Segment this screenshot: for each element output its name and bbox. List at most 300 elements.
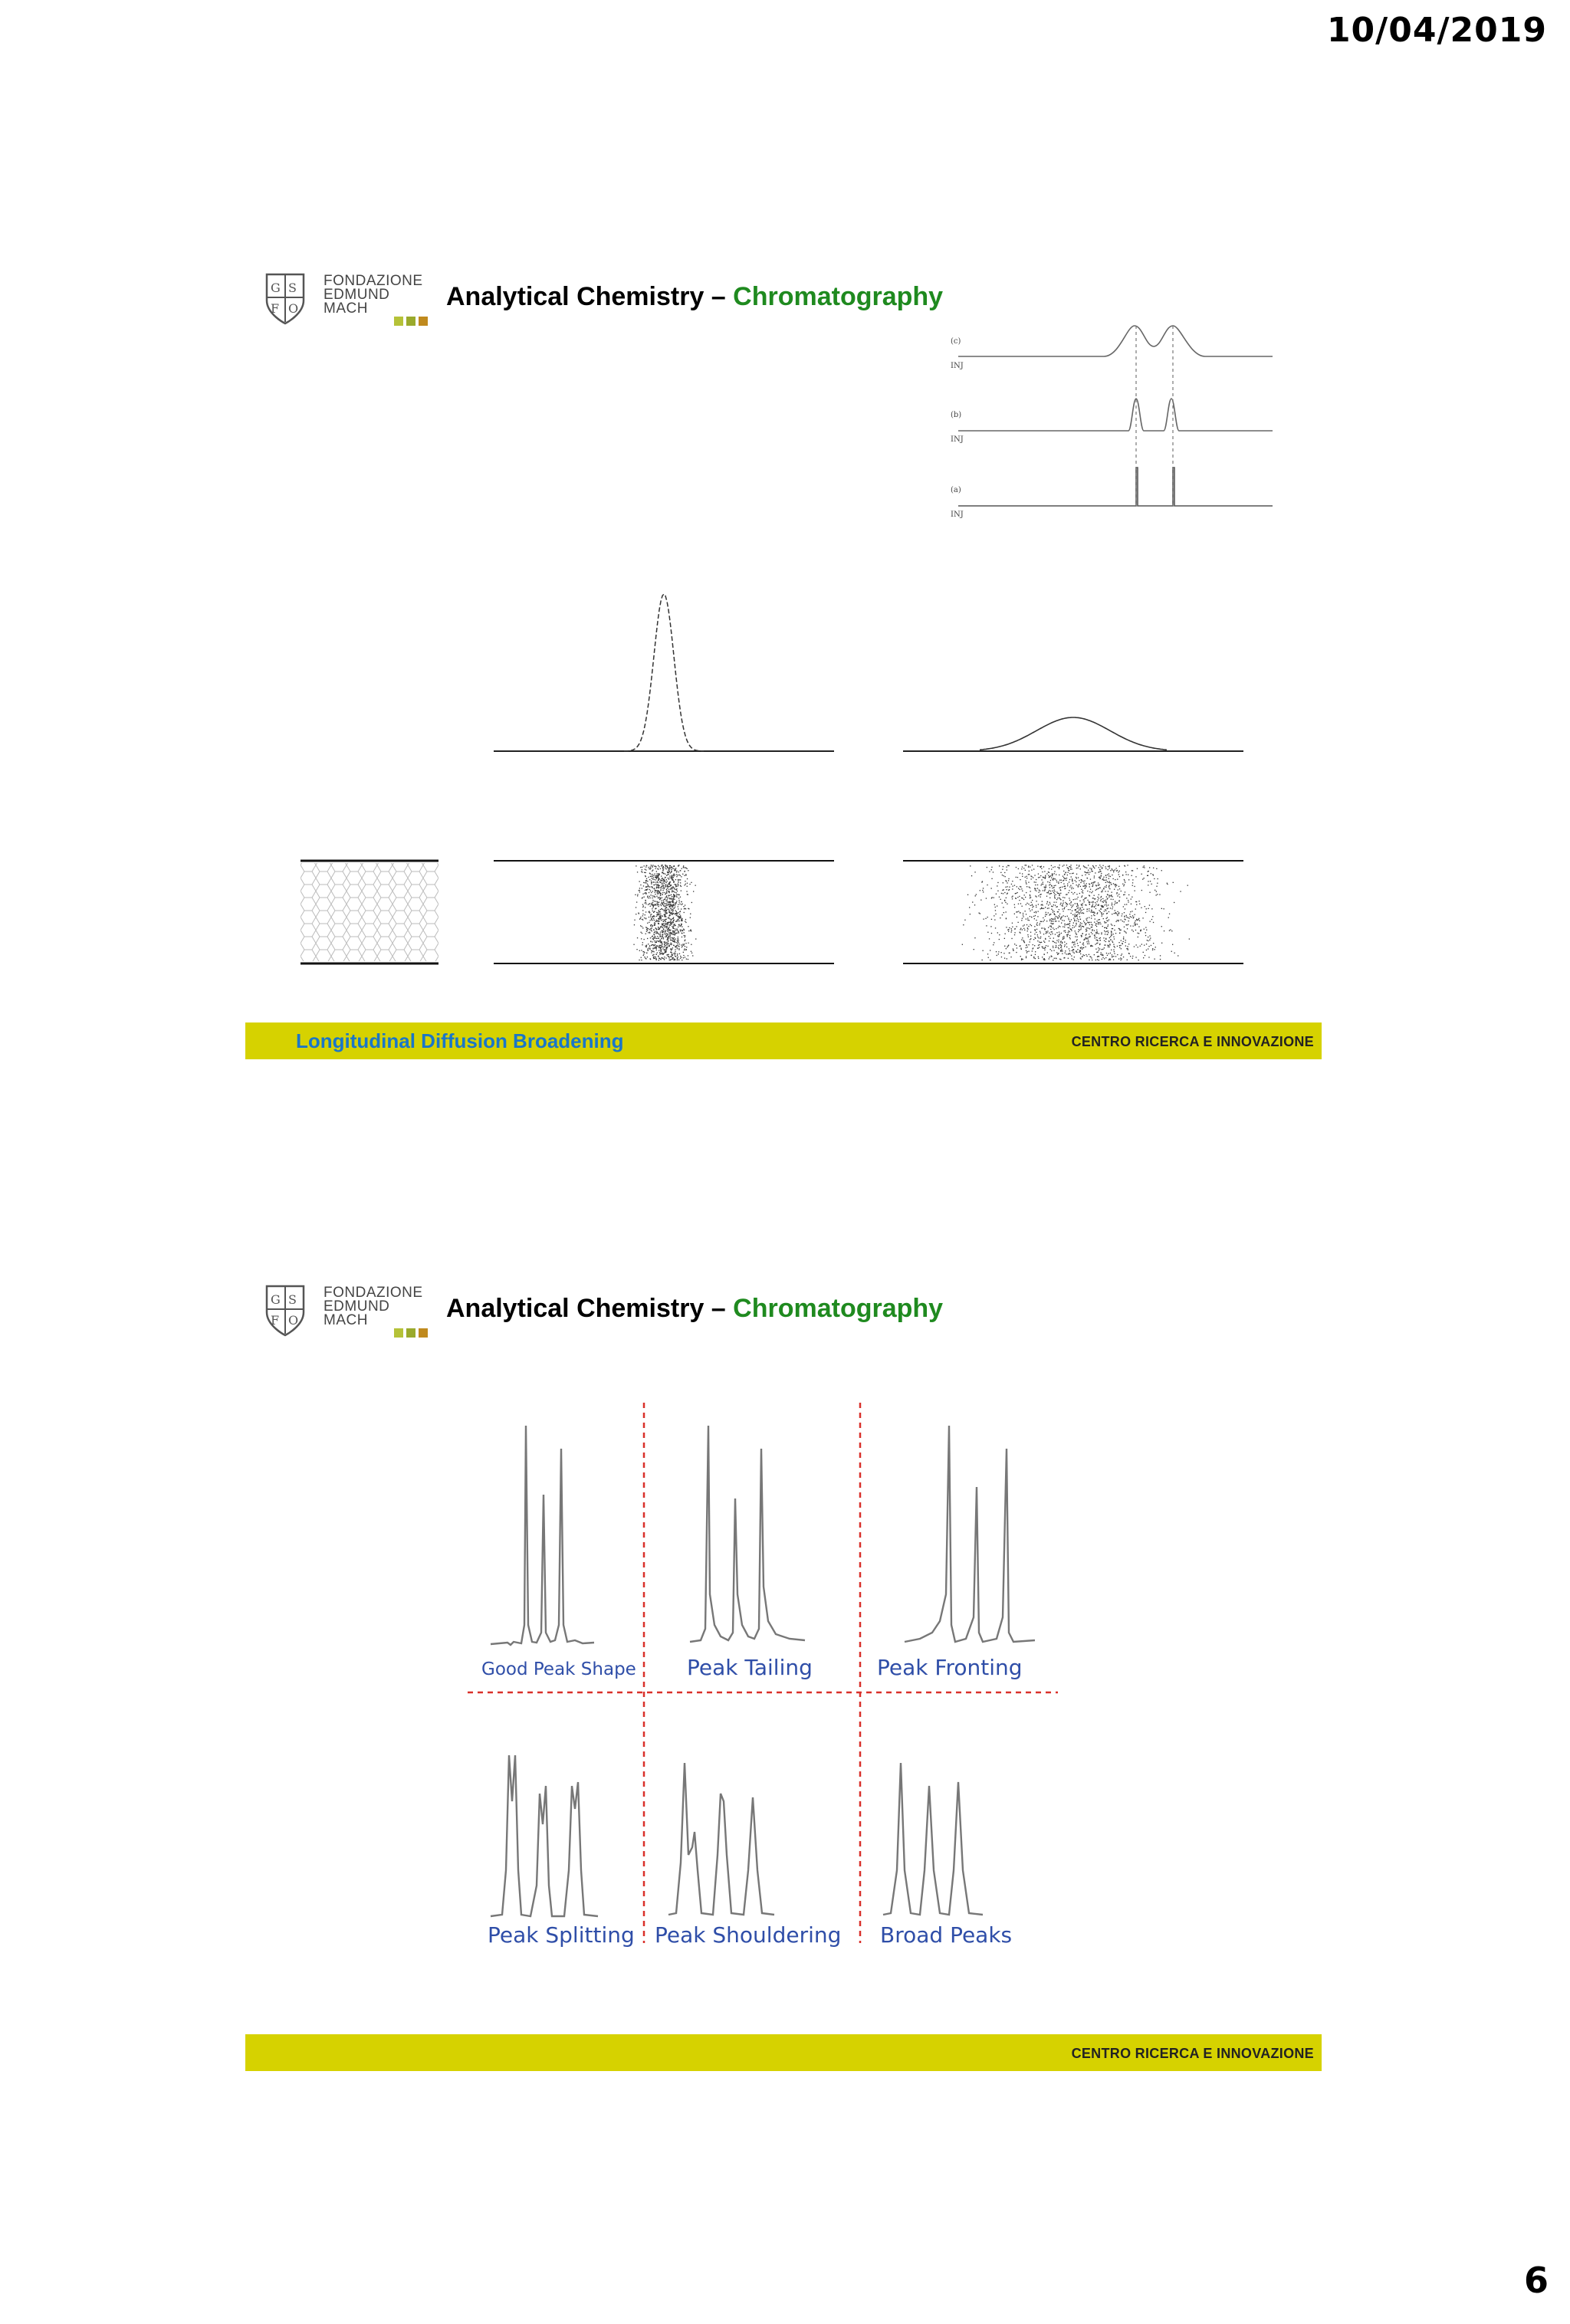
band-particle (1092, 865, 1093, 866)
band-particle (1053, 892, 1054, 893)
band-particle (1084, 898, 1085, 899)
band-particle (994, 919, 995, 920)
label-inj-a: INJ (951, 510, 964, 519)
band-particle (1003, 912, 1004, 913)
band-particle (1132, 870, 1133, 871)
band-particle (655, 884, 656, 885)
band-particle (674, 899, 675, 900)
band-particle (1051, 950, 1052, 951)
band-particle (1069, 935, 1070, 936)
band-particle (1118, 920, 1119, 921)
band-particle (1130, 911, 1131, 912)
band-particle (1094, 954, 1095, 955)
band-particle (1051, 956, 1052, 957)
band-particle (1079, 893, 1080, 894)
band-particle (1154, 949, 1155, 950)
band-particle (673, 913, 674, 914)
band-particle (1120, 957, 1121, 958)
band-particle (690, 917, 691, 918)
band-particle (1049, 926, 1050, 927)
band-particle (1126, 924, 1127, 925)
band-particle (1116, 871, 1117, 872)
band-particle (657, 901, 658, 902)
band-particle (642, 927, 643, 928)
band-particle (1075, 880, 1076, 881)
band-particle (1040, 921, 1041, 922)
band-particle (1117, 892, 1118, 893)
band-particle (1054, 902, 1055, 903)
band-particle (1081, 897, 1082, 898)
band-particle (1147, 875, 1148, 876)
band-particle (1059, 926, 1060, 927)
band-particle (662, 927, 663, 928)
band-particle (1043, 908, 1044, 909)
band-particle (685, 874, 686, 875)
band-particle (1104, 958, 1105, 959)
band-particle (644, 893, 645, 894)
band-particle (1132, 958, 1133, 959)
band-particle (669, 906, 670, 907)
narrow-gaussian-curve (494, 590, 834, 766)
band-particle (657, 952, 658, 953)
band-particle (1033, 916, 1034, 917)
band-particle (1004, 892, 1005, 893)
band-particle (661, 902, 662, 903)
band-particle (1103, 877, 1104, 878)
band-particle (652, 900, 653, 901)
band-particle (672, 958, 673, 959)
band-particle (674, 895, 675, 896)
band-particle (666, 903, 667, 904)
band-particle (1059, 959, 1060, 960)
band-particle (1075, 936, 1076, 937)
band-particle (665, 924, 666, 925)
band-particle (1083, 883, 1084, 884)
band-particle (1076, 874, 1077, 875)
band-particle (1039, 924, 1040, 925)
band-particle (666, 904, 667, 905)
band-particle (1041, 942, 1042, 943)
band-particle (646, 927, 647, 928)
band-particle (677, 955, 678, 956)
band-particle (640, 925, 641, 926)
label-peak-tailing: Peak Tailing (687, 1655, 813, 1680)
band-particle (672, 940, 673, 941)
band-particle (1113, 870, 1114, 871)
band-particle (681, 904, 682, 905)
band-particle (680, 875, 681, 876)
peak-shape-grid (468, 1395, 1073, 1947)
good-peak-trace (491, 1426, 594, 1645)
band-particle (1065, 878, 1066, 879)
band-particle (657, 940, 658, 941)
band-particle (669, 884, 670, 885)
band-particle (1088, 927, 1089, 928)
band-particle (659, 899, 660, 900)
band-particle (659, 954, 660, 955)
band-particle (1031, 870, 1032, 871)
band-particle (674, 870, 675, 871)
band-particle (1076, 906, 1077, 907)
band-particle (1019, 900, 1020, 901)
band-particle (1107, 881, 1108, 882)
band-particle (684, 912, 685, 913)
band-particle (1053, 919, 1054, 920)
band-particle (678, 900, 679, 901)
band-particle (1038, 895, 1039, 896)
band-particle (677, 930, 678, 931)
band-particle (1064, 908, 1065, 909)
band-particle (1058, 883, 1059, 884)
band-particle (1004, 946, 1005, 947)
band-particle (1082, 886, 1083, 887)
band-particle (646, 953, 647, 954)
band-particle (1092, 946, 1093, 947)
band-particle (1007, 930, 1008, 931)
band-particle (1045, 889, 1046, 890)
band-particle (1060, 893, 1061, 894)
band-particle (1069, 950, 1070, 951)
band-particle (1100, 954, 1101, 955)
band-particle (1008, 880, 1009, 881)
band-particle (1062, 920, 1063, 921)
band-particle (1028, 865, 1029, 866)
band-particle (656, 876, 657, 877)
band-particle (661, 880, 662, 881)
band-particle (1026, 903, 1027, 904)
band-particle (675, 903, 676, 904)
band-particle (663, 868, 664, 869)
band-particle (1074, 919, 1075, 920)
band-particle (1057, 935, 1058, 936)
band-particle (1027, 917, 1028, 918)
band-particle (1102, 898, 1103, 899)
band-particle (1094, 875, 1095, 876)
band-particle (654, 874, 655, 875)
band-particle (1102, 879, 1103, 880)
band-particle (1054, 890, 1055, 891)
band-particle (1095, 932, 1096, 933)
band-particle (1101, 912, 1102, 913)
band-particle (983, 950, 984, 951)
band-particle (971, 875, 972, 876)
band-particle (667, 904, 668, 905)
band-particle (1067, 934, 1068, 935)
band-particle (1038, 937, 1039, 938)
band-particle (1152, 916, 1153, 917)
band-particle (1043, 927, 1044, 928)
band-particle (1121, 955, 1122, 956)
band-particle (1063, 936, 1064, 937)
band-particle (1041, 921, 1042, 922)
band-particle (1095, 949, 1096, 950)
band-particle (642, 910, 643, 911)
band-particle (1094, 895, 1095, 896)
band-particle (676, 874, 677, 875)
band-particle (675, 886, 676, 887)
band-particle (1007, 893, 1008, 894)
band-particle (658, 956, 659, 957)
band-particle (661, 882, 662, 883)
band-particle (676, 871, 677, 872)
band-particle (671, 944, 672, 945)
band-particle (1082, 954, 1083, 955)
band-particle (1099, 919, 1100, 920)
band-particle (1078, 877, 1079, 878)
band-particle (991, 919, 992, 920)
band-particle (674, 919, 675, 920)
band-particle (1073, 917, 1074, 918)
band-particle (656, 912, 657, 913)
band-particle (1026, 886, 1027, 887)
band-particle (1073, 873, 1074, 874)
band-particle (1082, 890, 1083, 891)
band-particle (1032, 950, 1033, 951)
band-particle (1063, 957, 1064, 958)
band-particle (1040, 942, 1041, 943)
band-particle (666, 895, 667, 896)
band-particle (1121, 940, 1122, 941)
band-particle (667, 934, 668, 935)
band-particle (1034, 912, 1035, 913)
band-particle (685, 908, 686, 909)
band-particle (676, 915, 677, 916)
band-particle (649, 879, 650, 880)
band-particle (1005, 880, 1006, 881)
band-particle (1071, 913, 1072, 914)
band-particle (1134, 946, 1135, 947)
band-particle (646, 929, 647, 930)
band-particle (1119, 876, 1120, 877)
band-particle (1085, 867, 1086, 868)
band-particle (995, 910, 996, 911)
band-particle (1150, 921, 1151, 922)
band-particle (1119, 888, 1120, 889)
band-particle (1051, 865, 1052, 866)
band-particle (1054, 911, 1055, 912)
band-particle (647, 888, 648, 889)
band-particle (1052, 886, 1053, 887)
band-particle (1106, 913, 1107, 914)
band-particle (672, 937, 673, 938)
band-particle (657, 904, 658, 905)
band-particle (999, 865, 1000, 866)
band-particle (650, 906, 651, 907)
band-particle (1073, 942, 1074, 943)
band-particle (1062, 916, 1063, 917)
band-particle (649, 887, 650, 888)
band-particle (1045, 947, 1046, 948)
band-particle (1144, 929, 1145, 930)
band-particle (1045, 939, 1046, 940)
band-particle (1018, 868, 1019, 869)
band-particle (1029, 871, 1030, 872)
band-particle (1051, 877, 1052, 878)
label-inj-b: INJ (951, 435, 964, 444)
band-particle (675, 884, 676, 885)
band-particle (1073, 944, 1074, 945)
band-particle (1036, 929, 1037, 930)
band-particle (1035, 888, 1036, 889)
band-particle (658, 882, 659, 883)
band-particle (1014, 932, 1015, 933)
band-particle (1069, 909, 1070, 910)
band-particle (1023, 928, 1024, 929)
band-particle (676, 889, 677, 890)
band-particle (1044, 920, 1045, 921)
band-particle (1009, 889, 1010, 890)
band-particle (649, 929, 650, 930)
band-particle (1079, 924, 1080, 925)
band-particle (666, 910, 667, 911)
band-particle (1057, 917, 1058, 918)
band-particle (1086, 920, 1087, 921)
band-particle (671, 894, 672, 895)
band-particle (1153, 943, 1154, 944)
band-particle (1094, 922, 1095, 923)
band-particle (674, 874, 675, 875)
band-particle (1007, 865, 1008, 866)
band-particle (1102, 865, 1103, 866)
band-particle (678, 945, 679, 946)
band-particle (634, 924, 635, 925)
band-particle (1079, 950, 1080, 951)
band-particle (1065, 932, 1066, 933)
slide-title-accent: Chromatography (733, 282, 944, 311)
band-particle (662, 870, 663, 871)
band-particle (1097, 901, 1098, 902)
band-particle (1161, 926, 1162, 927)
band-particle (1100, 866, 1101, 867)
band-particle (1113, 959, 1114, 960)
band-particle (676, 928, 677, 929)
band-particle (654, 879, 655, 880)
band-particle (1107, 945, 1108, 946)
band-particle (656, 942, 657, 943)
band-particle (646, 945, 647, 946)
band-particle (1065, 872, 1066, 873)
band-particle (1048, 892, 1049, 893)
band-particle (660, 909, 661, 910)
band-particle (668, 889, 669, 890)
band-particle (642, 919, 643, 920)
band-particle (1075, 910, 1076, 911)
band-particle (1009, 927, 1010, 928)
band-particle (662, 884, 663, 885)
band-particle (1025, 870, 1026, 871)
band-particle (1065, 944, 1066, 945)
band-particle (652, 895, 653, 896)
band-particle (671, 951, 672, 952)
band-particle (665, 931, 666, 932)
band-particle (1137, 920, 1138, 921)
band-particle (1096, 885, 1097, 886)
band-particle (1084, 922, 1085, 923)
band-particle (1088, 940, 1089, 941)
band-particle (1122, 884, 1123, 885)
band-particle (1133, 926, 1134, 927)
band-particle (1124, 865, 1125, 866)
band-particle (1078, 905, 1079, 906)
band-particle (655, 921, 656, 922)
band-particle (663, 900, 664, 901)
band-particle (1069, 873, 1070, 874)
band-particle (1063, 877, 1064, 878)
band-particle (1072, 925, 1073, 926)
band-particle (1080, 922, 1081, 923)
band-particle (1083, 900, 1084, 901)
band-particle (1058, 911, 1059, 912)
band-particle (1123, 885, 1124, 886)
band-particle (656, 875, 657, 876)
band-particle (1067, 916, 1068, 917)
band-particle (1113, 878, 1114, 879)
band-particle (681, 924, 682, 925)
band-particle (670, 872, 671, 873)
band-particle (1083, 909, 1084, 910)
band-particle (646, 887, 647, 888)
band-particle (1047, 946, 1048, 947)
band-particle (1089, 891, 1090, 892)
band-particle (1141, 890, 1142, 891)
band-particle (679, 901, 680, 902)
band-particle (969, 907, 970, 908)
svg-text:F: F (271, 1313, 280, 1328)
band-particle (666, 907, 667, 908)
band-particle (635, 894, 636, 895)
band-particle (1103, 918, 1104, 919)
band-particle (664, 953, 665, 954)
peak-splitting-trace (491, 1755, 598, 1916)
band-particle (679, 925, 680, 926)
band-particle (674, 939, 675, 940)
band-particle (1035, 954, 1036, 955)
band-particle (676, 942, 677, 943)
band-particle (670, 934, 671, 935)
slide-footer-title: Longitudinal Diffusion Broadening (296, 1029, 624, 1052)
band-particle (1100, 897, 1101, 898)
band-particle (1127, 946, 1128, 947)
band-particle (1055, 866, 1056, 867)
band-particle (1121, 958, 1122, 959)
band-particle (1063, 871, 1064, 872)
band-particle (1080, 919, 1081, 920)
band-particle (1040, 933, 1041, 934)
label-inj-c: INJ (951, 362, 964, 370)
band-particle (680, 917, 681, 918)
band-particle (1160, 959, 1161, 960)
band-particle (988, 957, 989, 958)
band-particle (1076, 911, 1077, 912)
band-particle (1080, 868, 1081, 869)
band-particle (1086, 941, 1087, 942)
band-particle (1109, 888, 1110, 889)
band-particle (1074, 953, 1075, 954)
band-particle (1069, 925, 1070, 926)
band-particle (660, 919, 661, 920)
band-particle (652, 902, 653, 903)
band-particle (1098, 947, 1099, 948)
band-particle (666, 889, 667, 890)
band-particle (1110, 870, 1111, 871)
band-particle (1064, 886, 1065, 887)
band-particle (633, 944, 634, 945)
band-particle (1046, 892, 1047, 893)
band-particle (1023, 899, 1024, 900)
band-particle (1002, 914, 1003, 915)
band-particle (657, 892, 658, 893)
band-particle (644, 939, 645, 940)
